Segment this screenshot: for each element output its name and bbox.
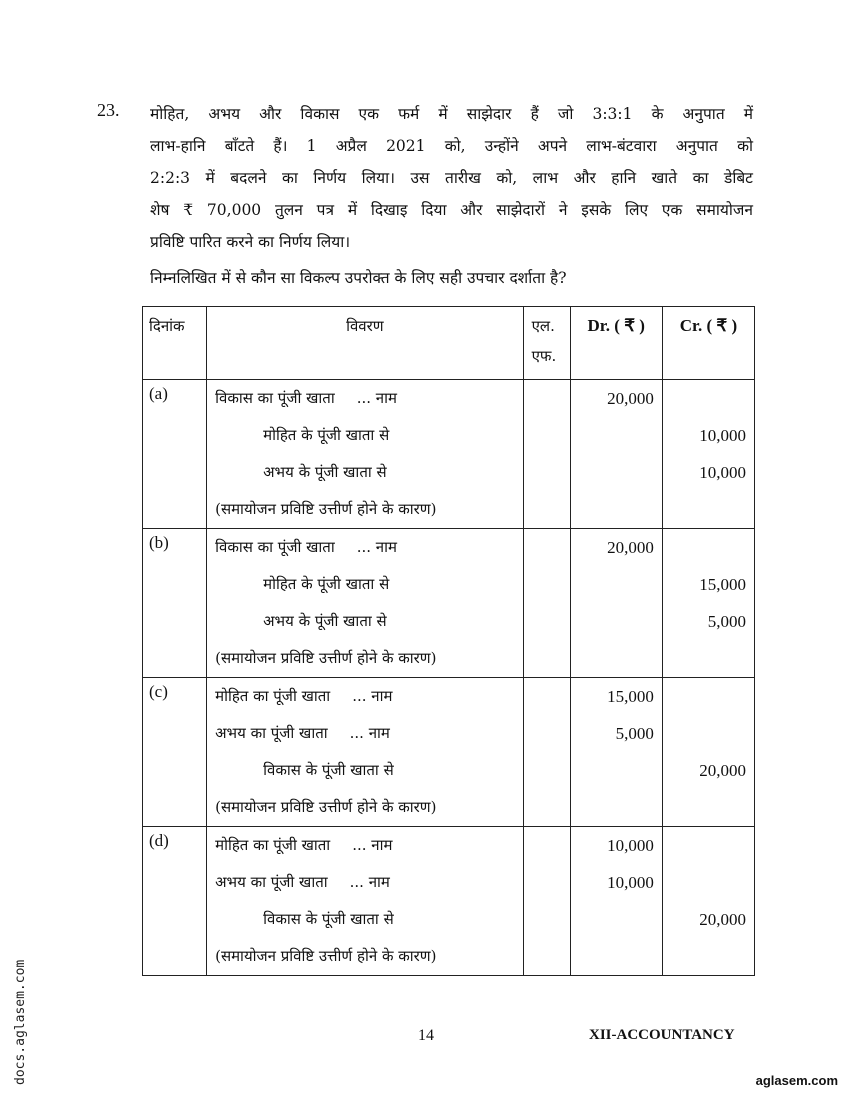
account-text: (समायोजन प्रविष्टि उत्तीर्ण होने के कारण) [215, 798, 437, 816]
particulars-cell [207, 827, 524, 976]
entry-line [207, 789, 523, 826]
debit-marker: ... नाम [349, 873, 390, 891]
debit-amount [571, 901, 662, 938]
question-instruction: निम्नलिखित में से कौन सा विकल्प उपरोक्त के लिए सही उपचार दर्शाता है? [150, 269, 567, 287]
credit-cell [662, 678, 754, 827]
entry-line [207, 938, 523, 975]
debit-marker: ... नाम [352, 836, 393, 854]
option-label-cell [143, 827, 207, 976]
entry-line [207, 603, 523, 640]
header-particulars: विवरण [207, 307, 524, 380]
header-lf: एल. एफ. [523, 307, 570, 380]
question-line: मोहित, अभय और विकास एक फर्म में साझेदार हैं जो 3:3:1 के अनुपात में [150, 105, 753, 123]
question-text [150, 98, 753, 258]
debit-amount: 20,000 [607, 538, 654, 557]
debit-amount [571, 491, 662, 528]
credit-cell [662, 827, 754, 976]
lf-cell [523, 678, 570, 827]
option-row [143, 529, 755, 678]
particulars-cell [207, 529, 524, 678]
account-text: अभय का पूंजी खाता [215, 724, 328, 742]
question-line: शेष ₹ 70,000 तुलन पत्र में दिखाइ दिया और साझेदारों ने इसके लिए एक समायोजन [150, 201, 753, 219]
debit-cell [570, 827, 662, 976]
debit-amount [571, 566, 662, 603]
debit-cell [570, 529, 662, 678]
option-row [143, 678, 755, 827]
debit-amount: 10,000 [607, 836, 654, 855]
account-text: (समायोजन प्रविष्टि उत्तीर्ण होने के कारण) [215, 947, 437, 965]
particulars-cell [207, 678, 524, 827]
lf-cell [523, 529, 570, 678]
credit-amount [663, 715, 754, 752]
debit-marker: ... नाम [349, 724, 390, 742]
brand-watermark: aglasem.com [755, 1073, 838, 1088]
entry-line [207, 864, 523, 901]
account-text: अभय के पूंजी खाता से [263, 463, 387, 481]
option-label: (d) [149, 831, 169, 850]
credit-amount [663, 938, 754, 975]
entry-line [207, 827, 523, 864]
option-label: (c) [149, 682, 168, 701]
debit-amount [571, 789, 662, 826]
option-label-cell [143, 678, 207, 827]
account-text: विकास के पूंजी खाता से [263, 910, 394, 928]
option-label-cell [143, 380, 207, 529]
debit-amount: 20,000 [607, 389, 654, 408]
entry-line [207, 901, 523, 938]
page-number: 14 [418, 1027, 434, 1044]
journal-options-table [142, 306, 755, 976]
option-label: (b) [149, 533, 169, 552]
account-text: विकास के पूंजी खाता से [263, 761, 394, 779]
header-credit: Cr. ( ₹ ) [662, 307, 754, 380]
entry-line [207, 678, 523, 715]
debit-amount [571, 454, 662, 491]
credit-cell [662, 529, 754, 678]
credit-cell [662, 380, 754, 529]
credit-amount [663, 491, 754, 528]
account-text: विकास का पूंजी खाता [215, 538, 335, 556]
credit-amount [663, 789, 754, 826]
credit-amount: 10,000 [699, 463, 746, 482]
credit-amount [663, 678, 754, 715]
header-debit: Dr. ( ₹ ) [570, 307, 662, 380]
debit-marker: ... नाम [352, 687, 393, 705]
debit-amount: 5,000 [615, 724, 654, 743]
question-line: 2:2:3 में बदलने का निर्णय लिया। उस तारीख को, लाभ और हानि खाते का डेबिट [150, 169, 753, 187]
option-label: (a) [149, 384, 168, 403]
lf-cell [523, 827, 570, 976]
entry-line [207, 566, 523, 603]
lf-cell [523, 380, 570, 529]
entry-line [207, 491, 523, 528]
particulars-cell [207, 380, 524, 529]
option-row [143, 380, 755, 529]
credit-amount [663, 827, 754, 864]
account-text: मोहित के पूंजी खाता से [263, 575, 390, 593]
debit-marker: ... नाम [356, 538, 397, 556]
entry-line [207, 529, 523, 566]
debit-amount [571, 603, 662, 640]
debit-amount: 10,000 [607, 873, 654, 892]
entry-line [207, 640, 523, 677]
debit-amount [571, 640, 662, 677]
debit-cell [570, 380, 662, 529]
debit-amount [571, 938, 662, 975]
question-line: प्रविष्टि पारित करने का निर्णय लिया। [150, 233, 351, 251]
entry-line [207, 417, 523, 454]
subject-footer: XII-ACCOUNTANCY [589, 1027, 735, 1043]
credit-amount: 20,000 [699, 910, 746, 929]
debit-amount [571, 417, 662, 454]
header-date: दिनांक [143, 307, 207, 380]
credit-amount [663, 380, 754, 417]
credit-amount: 20,000 [699, 761, 746, 780]
debit-amount [571, 752, 662, 789]
account-text: (समायोजन प्रविष्टि उत्तीर्ण होने के कारण) [215, 649, 437, 667]
debit-cell [570, 678, 662, 827]
credit-amount: 15,000 [699, 575, 746, 594]
debit-amount: 15,000 [607, 687, 654, 706]
credit-amount: 5,000 [707, 612, 746, 631]
account-text: मोहित का पूंजी खाता [215, 836, 331, 854]
entry-line [207, 752, 523, 789]
account-text: अभय का पूंजी खाता [215, 873, 328, 891]
credit-amount: 10,000 [699, 426, 746, 445]
account-text: मोहित का पूंजी खाता [215, 687, 331, 705]
table-header-row [143, 307, 755, 380]
credit-amount [663, 640, 754, 677]
question-line: लाभ-हानि बाँटते हैं। 1 अप्रैल 2021 को, उन्होंने अपने लाभ-बंटवारा अनुपात को [150, 137, 753, 155]
entry-line [207, 715, 523, 752]
debit-marker: ... नाम [356, 389, 397, 407]
entry-line [207, 454, 523, 491]
option-row [143, 827, 755, 976]
account-text: मोहित के पूंजी खाता से [263, 426, 390, 444]
credit-amount [663, 529, 754, 566]
account-text: अभय के पूंजी खाता से [263, 612, 387, 630]
account-text: (समायोजन प्रविष्टि उत्तीर्ण होने के कारण) [215, 500, 437, 518]
option-label-cell [143, 529, 207, 678]
side-watermark: docs.aglasem.com [13, 959, 28, 1085]
entry-line [207, 380, 523, 417]
account-text: विकास का पूंजी खाता [215, 389, 335, 407]
question-number: 23. [97, 100, 120, 120]
credit-amount [663, 864, 754, 901]
